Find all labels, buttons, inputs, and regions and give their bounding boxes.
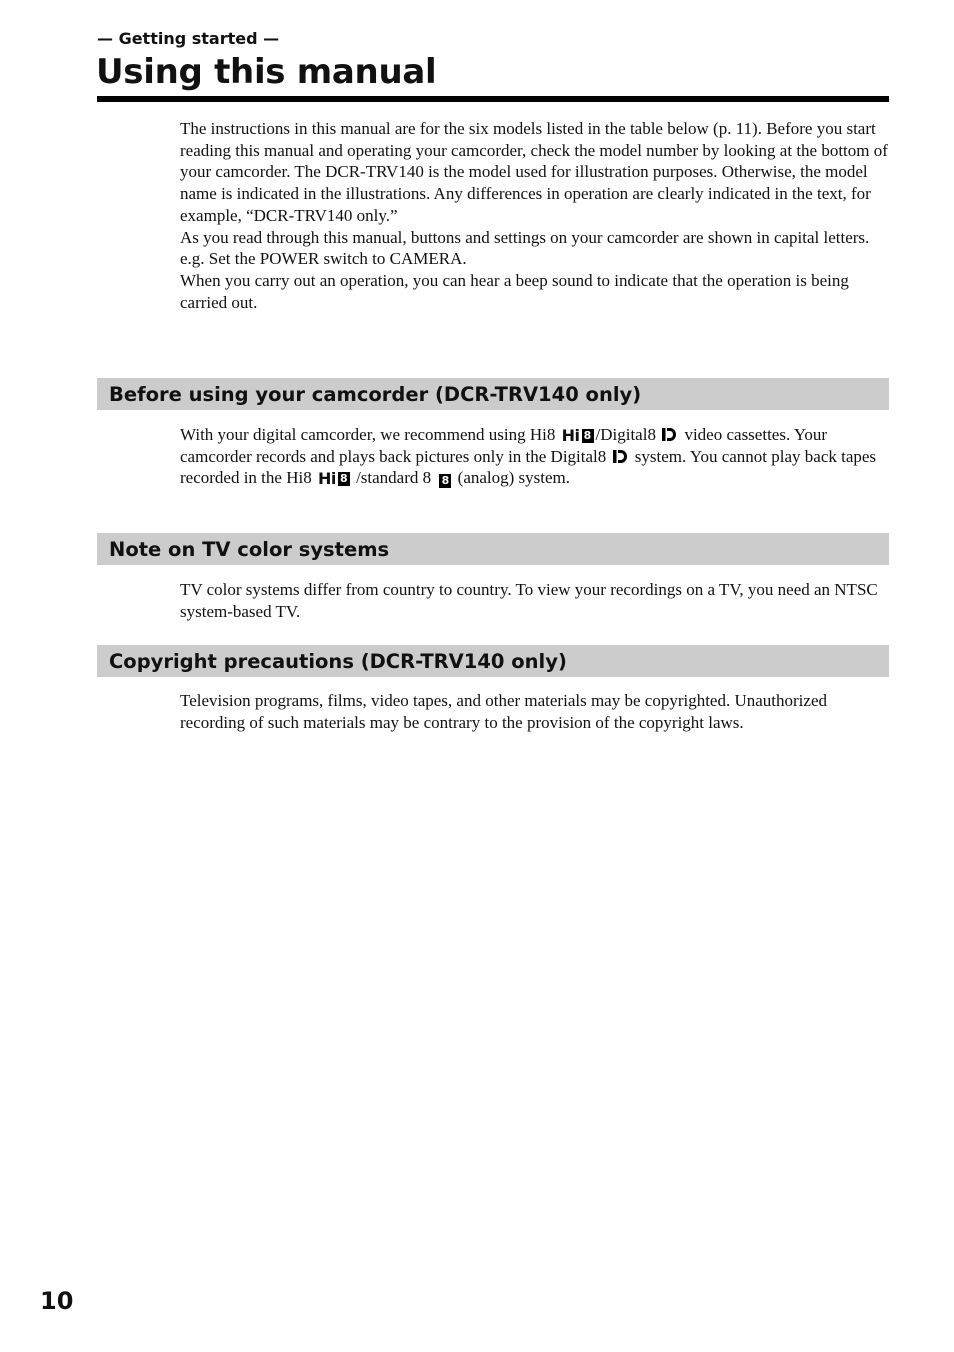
digital8-logo-icon: [613, 449, 629, 464]
section-body-camcorder: [180, 424, 889, 489]
intro-block: [180, 118, 889, 313]
title-rule: [97, 96, 889, 102]
section-paragraph: TV color systems differ from country to country. To view your recordings on a TV, you need an NTSC system-based TV.: [180, 580, 878, 621]
text-segment: system. You cannot play back tapes recorded in the Hi8: [180, 446, 877, 488]
section-heading: Before using your camcorder (DCR-TRV140 only): [109, 382, 642, 406]
section-paragraph: [180, 424, 889, 489]
section-body-copyright: [180, 690, 889, 733]
section-bar-copyright: [97, 645, 889, 677]
section-bar-tv-color: [97, 533, 889, 565]
text-segment: /Digital8: [595, 425, 656, 444]
intro-paragraph: e.g. Set the POWER switch to CAMERA.: [180, 249, 467, 269]
section-kicker: — Getting started —: [97, 29, 280, 48]
page-title: Using this manual: [96, 52, 437, 92]
intro-paragraph: When you carry out an operation, you can hear a beep sound to indicate that the operation is being carried out.: [180, 270, 849, 312]
text-segment: (analog) system.: [453, 468, 571, 488]
section-heading: Note on TV color systems: [109, 537, 390, 561]
digital8-logo-icon: [662, 427, 678, 442]
standard8-logo-icon: 8: [437, 474, 451, 488]
hi8-logo-icon: Hi 8: [562, 428, 594, 444]
intro-paragraph: As you read through this manual, buttons and settings on your camcorder are shown in capital letters.: [180, 227, 870, 247]
text-segment: /standard 8: [351, 468, 432, 488]
text-segment: video cassettes. Your camcorder records and plays back pictures only in the Digital8: [180, 425, 828, 466]
section-body-tv-color: [180, 579, 889, 622]
section-bar-camcorder: [97, 378, 889, 410]
section-heading: Copyright precautions (DCR-TRV140 only): [109, 649, 567, 673]
intro-paragraph: The instructions in this manual are for the six models listed in the table below (p. 11). Before you start reading this manual and operating your camcorder, check the model number by looking at the bottom of your camcorder. The DCR-TRV140 is the model used for illustration purposes. Otherwise, the model name is indicated in the illustrations. Any differences in operation are clearly indicated in the text, for example, “DCR-TRV140 only.”: [180, 119, 888, 225]
text-segment: With your digital camcorder, we recommend using Hi8: [180, 425, 556, 444]
section-paragraph: Television programs, films, video tapes, and other materials may be copyrighted. Unauthorized recording of such materials may be contrary to the provision of the copyright laws.: [180, 691, 827, 732]
page-number: 10: [40, 1287, 74, 1315]
hi8-logo-icon: Hi 8: [318, 471, 350, 487]
